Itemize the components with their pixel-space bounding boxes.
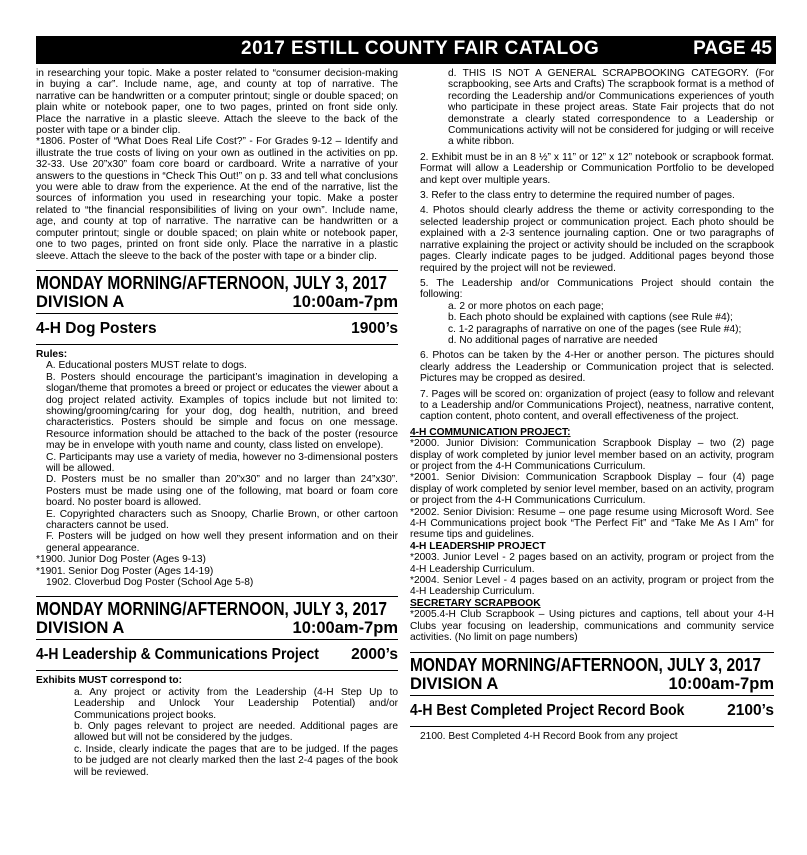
content-a: a. 2 or more photos on each page; — [448, 300, 604, 312]
rule-f: F. Posters will be judged on how well they present information and on their general appearance. — [46, 531, 398, 554]
division-label: DIVISION A — [36, 619, 125, 638]
section-leadership — [36, 596, 398, 671]
division-label: DIVISION A — [410, 674, 499, 693]
exhibit-a: a. Any project or activity from the Leadership (4-H Step Up to Leadership and Unlock Your Leadership Potential) and/or Communications project books. — [74, 686, 398, 721]
division-row — [410, 675, 774, 696]
class-name: 4-H Dog Posters — [36, 319, 157, 337]
rule-4: 4. Photos should clearly address the theme or activity corresponding to the selected leadership project or communication project. Each photo should be explained with a 2-3 sentence journaling caption. One or two paragraphs of narrative explaining the project or activity should be included on the scrapbook pages. Clearly indicate pages to be judged. Additional pages beyond those required by the project will not be reviewed. — [420, 205, 774, 274]
class-number: 2000’s — [351, 646, 398, 664]
class-name: 4-H Leadership & Communications Project — [36, 646, 319, 664]
communication-heading: 4-H COMMUNICATION PROJECT: — [410, 426, 571, 438]
content-c: c. 1-2 paragraphs of narrative on one of the pages (see Rule #4); — [448, 323, 742, 335]
division-row — [36, 619, 398, 640]
class-1901: *1901. Senior Dog Poster (Ages 14-19) — [36, 565, 214, 577]
class-number: 1900’s — [351, 319, 398, 337]
class-2002: *2002. Senior Division: Resume – one page resume using Microsoft Word. See 4-H Communications project book “The Perfect Fit” and “Take Me As I Am” for resume tips and guidelines. — [410, 506, 774, 541]
section-heading: MONDAY MORNING/AFTERNOON, JULY 3, 2017 — [410, 654, 761, 675]
division-time: 10:00am-7pm — [292, 619, 398, 638]
class-2004: *2004. Senior Level - 4 pages based on an activity, program or project from the 4-H Leadership Curriculum. — [410, 575, 774, 598]
rule-5: 5. The Leadership and/or Communications Project should contain the following: — [420, 277, 774, 301]
section-dog-posters — [36, 270, 398, 345]
right-column — [410, 68, 774, 742]
rule-2: 2. Exhibit must be in an 8 ½” x 11” or 12” x 12” notebook or scrapbook format. Format will allow a Leadership or Communication Portfolio to be developed and kept over multiple years. — [420, 151, 774, 186]
rules-label: Rules: — [36, 348, 68, 360]
division-time: 10:00am-7pm — [668, 674, 774, 693]
exhibit-c: c. Inside, clearly indicate the pages that are to be judged. If the pages to be judged are not clearly marked then the last 2-4 pages of the book will be reviewed. — [74, 743, 398, 778]
class-1900: *1900. Junior Dog Poster (Ages 9-13) — [36, 554, 206, 566]
class-1806: *1806. Poster of “What Does Real Life Cost?” - For Grades 9-12 – Identify and illustrate the true costs of living on your own as outlined in the activities on pp. 32-33. Use 20”x30” foam core board or cardboard. Write a narrative of your answers to the questions in “Check This Out!” on p. 33 and tell what conclusions you were able to draw from the experience. At the end of the narrative, list the sources of information you used in researching your topic. Make a poster related to “the financial responsibilities of living on your own”. Include name, age, and county at top of narrative. The narrative can be handwritten or a computer printout; single or double spaced; on plain white or notebook paper, one to two pages, printed on front side only. Place the narrative in a plastic sleeve. Attach the sleeve to the back of the poster with tape or a binder clip. — [36, 136, 398, 262]
left-column — [36, 68, 398, 778]
header-banner — [36, 36, 776, 64]
leadership-heading: 4-H LEADERSHIP PROJECT — [410, 540, 546, 552]
rule-3: 3. Refer to the class entry to determine the required number of pages. — [420, 190, 735, 202]
content-b: b. Each photo should be explained with captions (see Rule #4); — [448, 312, 733, 324]
rule-c: C. Participants may use a variety of media, however no 3-dimensional posters will be allowed. — [46, 451, 398, 474]
page-number: PAGE 45 — [693, 38, 772, 59]
rule-6: 6. Photos can be taken by the 4-Her or another person. The pictures should clearly address the Leadership or Communication project that is selected. Pictures may be cropped as desired. — [420, 350, 774, 385]
catalog-title: 2017 ESTILL COUNTY FAIR CATALOG — [241, 38, 600, 59]
section-record-book — [410, 652, 774, 727]
class-name: 4-H Best Completed Project Record Book — [410, 701, 685, 719]
class-2001: *2001. Senior Division: Communication Scrapbook Display – four (4) page display of work completed by senior level member, based on an activity, program or project from the 4-H Communications Curriculum. — [410, 472, 774, 507]
division-label: DIVISION A — [36, 292, 125, 311]
exhibits-label: Exhibits MUST correspond to: — [36, 675, 183, 687]
rule-7: 7. Pages will be scored on: organization of project (easy to follow and relevant to a Leadership and/or Communications Project), neatness, narrative content, caption content, photo content, and overall effectiveness of the project. — [420, 388, 774, 423]
class-2000: *2000. Junior Division: Communication Scrapbook Display – two (2) page display of work completed by junior level member based on an activity, program or project from the 4-H Communications Curriculum. — [410, 438, 774, 472]
division-row — [36, 293, 398, 314]
division-time: 10:00am-7pm — [292, 292, 398, 311]
class-row — [36, 640, 398, 670]
exhibit-d: d. THIS IS NOT A GENERAL SCRAPBOOKING CATEGORY. (For scrapbooking, see Arts and Crafts) The scrapbook format is a method of recording the Leadership and/or Communications experiences of youth who participate in these project areas. State Fair projects that do not demonstrate a clearly stated correspondence to a Leadership or Communications activity will not be considered for judging or will receive a white ribbon. — [448, 68, 774, 148]
class-number: 2100’s — [727, 701, 774, 719]
rule-a: A. Educational posters MUST relate to dogs. — [46, 360, 247, 372]
exhibit-b: b. Only pages relevant to project are needed. Additional pages are allowed but will not be considered by the judges. — [74, 721, 398, 744]
rule-d: D. Posters must be no smaller than 20”x30” and no larger than 24”x30”. Posters must be made using one of the following, mat board or foam core board. No poster board is allowed. — [46, 474, 398, 509]
section-heading: MONDAY MORNING/AFTERNOON, JULY 3, 2017 — [36, 599, 387, 620]
secretary-heading: SECRETARY SCRAPBOOK — [410, 597, 541, 609]
section-heading: MONDAY MORNING/AFTERNOON, JULY 3, 2017 — [36, 272, 387, 293]
class-2005: *2005.4-H Club Scrapbook – Using pictures and captions, tell about your 4-H Clubs year focusing on leadership, communications and community service activities. (No limit on page numbers) — [410, 609, 774, 644]
class-1902: 1902. Cloverbud Dog Poster (School Age 5-8) — [46, 577, 254, 589]
class-2003: *2003. Junior Level - 2 pages based on an activity, program or project from the 4-H Leadership Curriculum. — [410, 552, 774, 575]
class-row — [410, 696, 774, 726]
class-row — [36, 314, 398, 344]
content-d: d. No additional pages of narrative are needed — [448, 334, 658, 346]
class-2100: 2100. Best Completed 4-H Record Book from any project — [420, 730, 678, 742]
rule-b: B. Posters should encourage the participant’s imagination in developing a slogan/theme that promotes a breed or project or educates the viewer about a dog project related activity. Examples of topics include but not limited to: showing/grooming/caring for your dog, dog health, nutrition, and breed characteristics. Posters should be simple and focus on one message. Resource information should be attached to the back of the poster (resource may be in envelope with youth name and county, class listed on envelope). — [46, 371, 398, 452]
rule-e: E. Copyrighted characters such as Snoopy, Charlie Brown, or other cartoon characters cannot be used. — [46, 508, 398, 531]
intro-paragraph: in researching your topic. Make a poster related to “consumer decision-making in buying a car”. Include name, age, and county at top of narrative. The narrative can be handwritten or a computer printout; single or double spaced; on plain white or notebook paper, one to two pages, printed on front side only. Place the narrative in a plastic sleeve. Attach the sleeve to the back of the poster with tape or a binder clip. — [36, 68, 398, 137]
